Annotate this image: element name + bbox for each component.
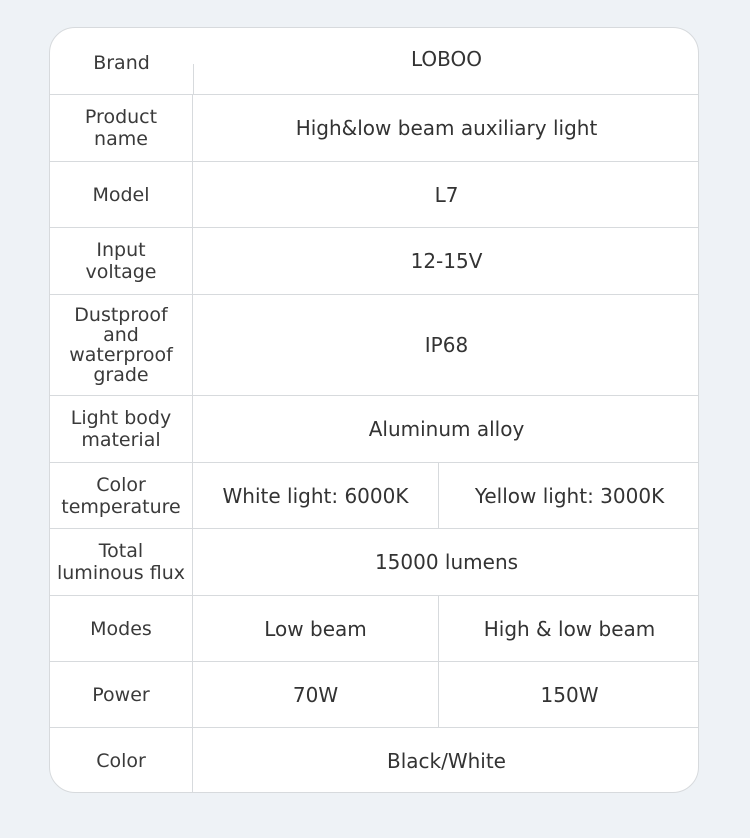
table-row-color <box>50 727 699 793</box>
table-row-body-material <box>50 395 699 462</box>
row-value: High&low beam auxiliary light <box>295 116 598 140</box>
row-value: 15000 lumens <box>374 550 519 574</box>
row-value: Aluminum alloy <box>368 417 525 441</box>
row-value: L7 <box>434 182 459 207</box>
row-label: Total luminous flux <box>50 529 193 595</box>
table-row-luminous-flux <box>50 528 699 595</box>
row-value: 12-15V <box>410 249 483 273</box>
table-row-input-voltage <box>50 227 699 294</box>
row-label: Dustproof and waterproof grade <box>50 295 193 395</box>
table-row-ip-grade <box>50 294 699 395</box>
row-value-right: Yellow light: 3000K <box>474 483 665 508</box>
spec-table <box>49 27 699 793</box>
table-row-brand <box>50 28 699 94</box>
table-row-color-temperature <box>50 462 699 528</box>
row-label: Input voltage <box>50 228 193 294</box>
row-value-right: 150W <box>540 682 599 707</box>
row-value-left: Low beam <box>193 596 439 661</box>
row-label: Color <box>50 728 193 793</box>
row-value-right: High & low beam <box>483 616 656 641</box>
row-value-left: White light: 6000K <box>193 463 439 528</box>
row-label: Model <box>50 162 193 227</box>
row-label: Modes <box>50 596 193 661</box>
row-value: Black/White <box>386 749 506 773</box>
row-value: LOBOO <box>410 47 483 71</box>
row-label: Product name <box>50 95 193 161</box>
row-value-left: 70W <box>193 662 439 727</box>
table-row-modes <box>50 595 699 661</box>
row-value: IP68 <box>424 333 469 357</box>
table-row-model <box>50 161 699 227</box>
row-label: Light body material <box>50 396 193 462</box>
table-row-power <box>50 661 699 727</box>
table-row-product-name <box>50 94 699 161</box>
row-label: Power <box>50 662 193 727</box>
row-label: Color temperature <box>50 463 193 528</box>
row-label: Brand <box>50 28 193 94</box>
